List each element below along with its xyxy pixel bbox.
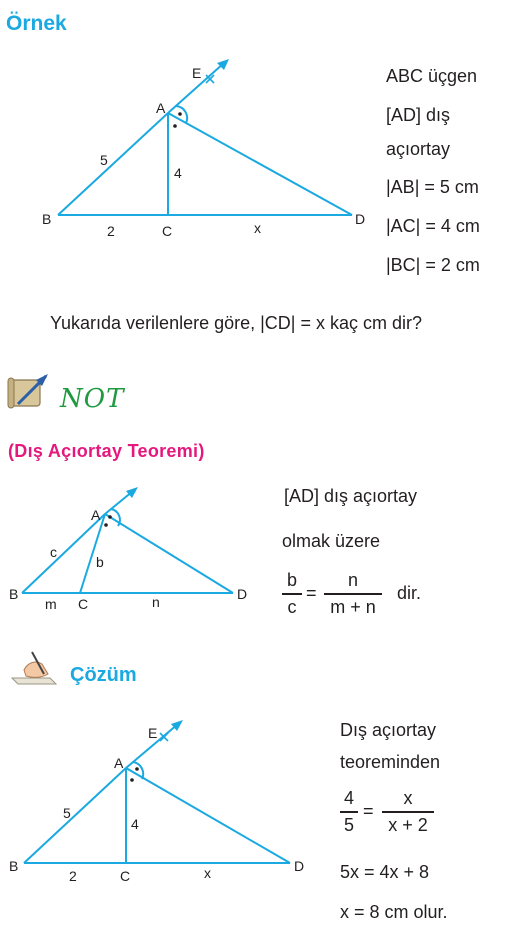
fraction-denominator: m + n — [330, 596, 376, 617]
example-question: Yukarıda verilenlere göre, |CD| = x kaç cm dir? — [50, 313, 423, 333]
given-line: ABC üçgen — [386, 66, 478, 86]
point-b-label: B — [42, 211, 52, 227]
given-line: açıortay — [386, 139, 451, 159]
fraction-numerator: n — [347, 570, 358, 590]
fraction-denominator: c — [287, 596, 297, 617]
solution-line-2: teoreminden — [340, 752, 441, 772]
side-n-label: n — [152, 594, 160, 610]
solution-step-1: 5x = 4x + 8 — [340, 862, 430, 882]
solution-step-2: x = 8 cm olur. — [340, 902, 448, 922]
equals-sign: = — [306, 583, 317, 603]
theorem-line-2: olmak üzere — [282, 531, 381, 551]
side-bc-label: 2 — [107, 223, 115, 239]
fraction-numerator: x — [403, 788, 413, 808]
theorem-suffix: dir. — [397, 583, 422, 603]
solution-fraction-right — [382, 788, 434, 836]
side-ac-label: 4 — [174, 165, 182, 181]
point-d-label: D — [294, 858, 305, 874]
side-cd-label: x — [254, 220, 261, 236]
fraction-numerator: 4 — [343, 788, 354, 808]
example-heading: Örnek — [6, 12, 67, 35]
given-line: [AD] dış — [386, 105, 451, 125]
given-line: |AB| = 5 cm — [386, 177, 479, 197]
point-a-label: A — [91, 507, 101, 523]
solution-line-1: Dış açıortay — [340, 720, 437, 740]
equals-sign: = — [363, 801, 374, 821]
point-b-label: B — [9, 586, 19, 602]
point-d-label: D — [355, 211, 366, 227]
point-e-label: E — [148, 725, 158, 741]
side-ab-label: 5 — [100, 152, 108, 168]
side-ac-label: 4 — [131, 816, 139, 832]
fraction-numerator: b — [286, 570, 297, 590]
side-c-label: c — [50, 544, 57, 560]
side-cd-label: x — [204, 865, 211, 881]
point-c-label: C — [78, 596, 89, 612]
point-e-label: E — [192, 65, 202, 81]
point-c-label: C — [162, 223, 173, 239]
note-heading: NOT — [60, 384, 125, 414]
point-a-label: A — [156, 100, 166, 116]
side-m-label: m — [45, 596, 57, 612]
theorem-title: (Dış Açıortay Teoremi) — [8, 441, 205, 461]
point-b-label: B — [9, 858, 19, 874]
fraction-denominator: x + 2 — [388, 814, 428, 835]
fraction-denominator: 5 — [343, 814, 354, 835]
point-d-label: D — [237, 586, 248, 602]
point-a-label: A — [114, 755, 124, 771]
point-c-label: C — [120, 868, 131, 884]
given-line: |AC| = 4 cm — [386, 216, 480, 236]
solution-fraction-left — [340, 788, 358, 836]
given-line: |BC| = 2 cm — [386, 255, 480, 275]
solution-heading: Çözüm — [70, 664, 137, 686]
theorem-line-1: [AD] dış açıortay — [284, 486, 418, 506]
side-ab-label: 5 — [63, 805, 71, 821]
side-b-label: b — [96, 554, 104, 570]
side-bc-label: 2 — [69, 868, 77, 884]
